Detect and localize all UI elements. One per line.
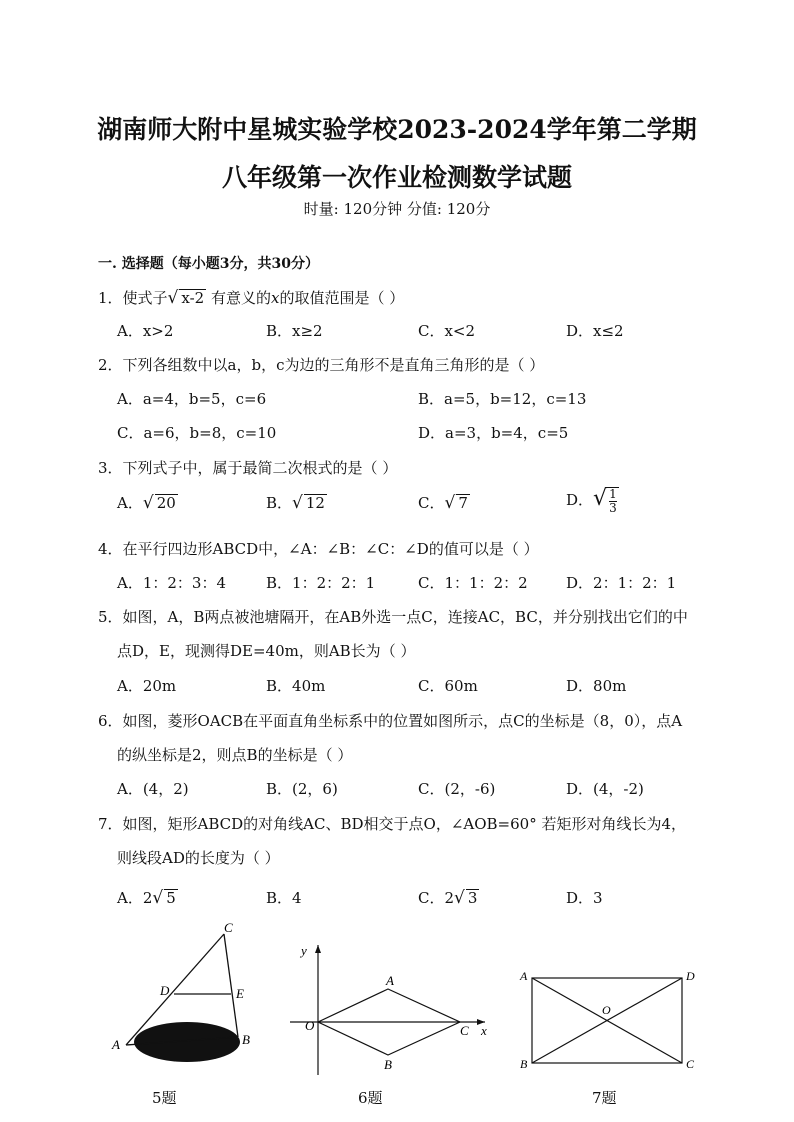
q1-option-b[interactable]: B．x≥2 xyxy=(266,322,323,340)
question-5-line-1: 5．如图，A，B两点被池塘隔开，在AB外选一点C，连接AC，BC，并分别找出它们的中 xyxy=(98,608,688,626)
fig5-label-a: A xyxy=(112,1037,120,1052)
q1-var: x xyxy=(271,289,280,307)
q3-label-c: C． xyxy=(418,494,445,512)
question-3: 3．下列式子中，属于最简二次根式的是（ ） xyxy=(98,459,398,477)
question-6-line-2: 的纵坐标是2，则点B的坐标是（ ） xyxy=(117,746,353,764)
q1-option-d[interactable]: D．x≤2 xyxy=(566,322,624,340)
q3-frac-den: 3 xyxy=(609,501,617,515)
fig6-label-b: B xyxy=(384,1057,392,1072)
question-2: 2．下列各组数中以a，b，c为边的三角形不是直角三角形的是（ ） xyxy=(98,356,545,374)
q3-option-d[interactable]: D．√ $\frac{1}{3}$ xyxy=(566,486,617,515)
fig6-label-o: O xyxy=(305,1018,315,1033)
question-4: 4．在平行四边形ABCD中，∠A：∠B：∠C：∠D的值可以是（ ） xyxy=(98,540,539,558)
q4-option-d[interactable]: D．2：1：2：1 xyxy=(566,574,677,592)
question-7-line-2: 则线段AD的长度为（ ） xyxy=(117,849,280,867)
exam-subtitle: 八年级第一次作业检测数学试题 xyxy=(221,163,572,192)
q2-option-a[interactable]: A．a=4，b=5，c=6 xyxy=(117,390,267,408)
q7-radicand-a: 5 xyxy=(166,889,176,907)
caption-fig7: 7题 xyxy=(592,1089,617,1107)
q3-radicand-c: 7 xyxy=(458,494,468,512)
q3-option-a[interactable]: A．√ 20 xyxy=(117,493,176,513)
fig6-label-y: y xyxy=(301,943,307,958)
fig7-label-c: C xyxy=(686,1057,695,1071)
q4-option-c[interactable]: C．1：1：2：2 xyxy=(418,574,528,592)
fig7-label-b: B xyxy=(520,1057,528,1071)
fig5-label-c: C xyxy=(224,920,233,935)
q3-radicand-a: 20 xyxy=(156,494,176,512)
figure-6-rhombus-diagram xyxy=(285,935,495,1080)
q5-option-d[interactable]: D．80m xyxy=(566,677,627,695)
exam-meta: 时量: 120分钟 分值: 120分 xyxy=(303,200,491,218)
q3-radicand-b: 12 xyxy=(305,494,325,512)
fig5-label-d: D xyxy=(160,983,170,998)
q1-option-a[interactable]: A．x>2 xyxy=(117,322,174,340)
q3-option-c[interactable]: C．√ 7 xyxy=(418,493,468,513)
q7-label-a: A．2 xyxy=(117,889,153,907)
question-7-line-1: 7．如图，矩形ABCD的对角线AC、BD相交于点O，∠AOB=60° 若矩形对角线长为4， xyxy=(98,815,687,833)
q3-label-b: B． xyxy=(266,494,293,512)
fig7-label-d: D xyxy=(686,969,695,983)
q1-post: 有意义的 xyxy=(210,289,271,307)
fig7-label-a: A xyxy=(520,969,528,983)
q5-option-c[interactable]: C．60m xyxy=(418,677,478,695)
q7-option-c[interactable]: C．2√ 3 xyxy=(418,888,478,908)
caption-fig6: 6题 xyxy=(358,1089,383,1107)
q6-option-d[interactable]: D．(4，-2) xyxy=(566,780,644,798)
q4-option-a[interactable]: A．1：2：3：4 xyxy=(117,574,227,592)
fig7-label-o: O xyxy=(602,1003,611,1017)
q1-pre: 1．使式子 xyxy=(98,289,168,307)
question-1: 1．使式子√ x-2 有意义的x的取值范围是（ ） xyxy=(98,288,405,308)
fig6-label-a: A xyxy=(386,973,394,988)
q3-label-a: A． xyxy=(117,494,143,512)
fig5-label-e: E xyxy=(236,986,244,1001)
exam-title: 湖南师大附中星城实验学校2023-2024学年第二学期 xyxy=(97,115,697,144)
q1-radicand: x-2 xyxy=(181,289,205,307)
caption-fig5: 5题 xyxy=(152,1089,177,1107)
q5-option-b[interactable]: B．40m xyxy=(266,677,326,695)
fig5-label-b: B xyxy=(242,1032,250,1047)
question-6-line-1: 6．如图，菱形OACB在平面直角坐标系中的位置如图所示，点C的坐标是（8，0），点A xyxy=(98,712,683,730)
q7-label-c: C．2 xyxy=(418,889,455,907)
q2-option-c[interactable]: C．a=6，b=8，c=10 xyxy=(117,424,277,442)
question-5-line-2: 点D，E，现测得DE=40m，则AB长为（ ） xyxy=(117,642,416,660)
q7-option-d[interactable]: D．3 xyxy=(566,889,603,907)
q2-option-d[interactable]: D．a=3，b=4，c=5 xyxy=(418,424,569,442)
fig6-label-c: C xyxy=(460,1023,469,1038)
section-heading: 一. 选择题（每小题3分，共30分） xyxy=(98,256,319,272)
q6-option-c[interactable]: C．(2，-6) xyxy=(418,780,496,798)
q5-option-a[interactable]: A．20m xyxy=(117,677,177,695)
q3-frac-num: 1 xyxy=(609,487,617,502)
q6-option-a[interactable]: A．(4，2) xyxy=(117,780,189,798)
figure-7-rectangle-diagram xyxy=(512,962,702,1077)
q7-radicand-c: 3 xyxy=(467,889,478,907)
q2-option-b[interactable]: B．a=5，b=12，c=13 xyxy=(418,390,587,408)
q3-label-d: D． xyxy=(566,491,594,509)
q7-option-b[interactable]: B．4 xyxy=(266,889,302,907)
pond-shape xyxy=(134,1022,240,1062)
q1-tail: 的取值范围是（ ） xyxy=(279,289,405,307)
q1-option-c[interactable]: C．x<2 xyxy=(418,322,476,340)
q6-option-b[interactable]: B．(2，6) xyxy=(266,780,338,798)
q3-option-b[interactable]: B．√ 12 xyxy=(266,493,325,513)
figure-5-pond-diagram xyxy=(110,918,270,1078)
q7-option-a[interactable]: A．2√ 5 xyxy=(117,888,176,908)
q3-fraction xyxy=(607,487,619,514)
q4-option-b[interactable]: B．1：2：2：1 xyxy=(266,574,376,592)
fig6-label-x: x xyxy=(481,1023,487,1038)
